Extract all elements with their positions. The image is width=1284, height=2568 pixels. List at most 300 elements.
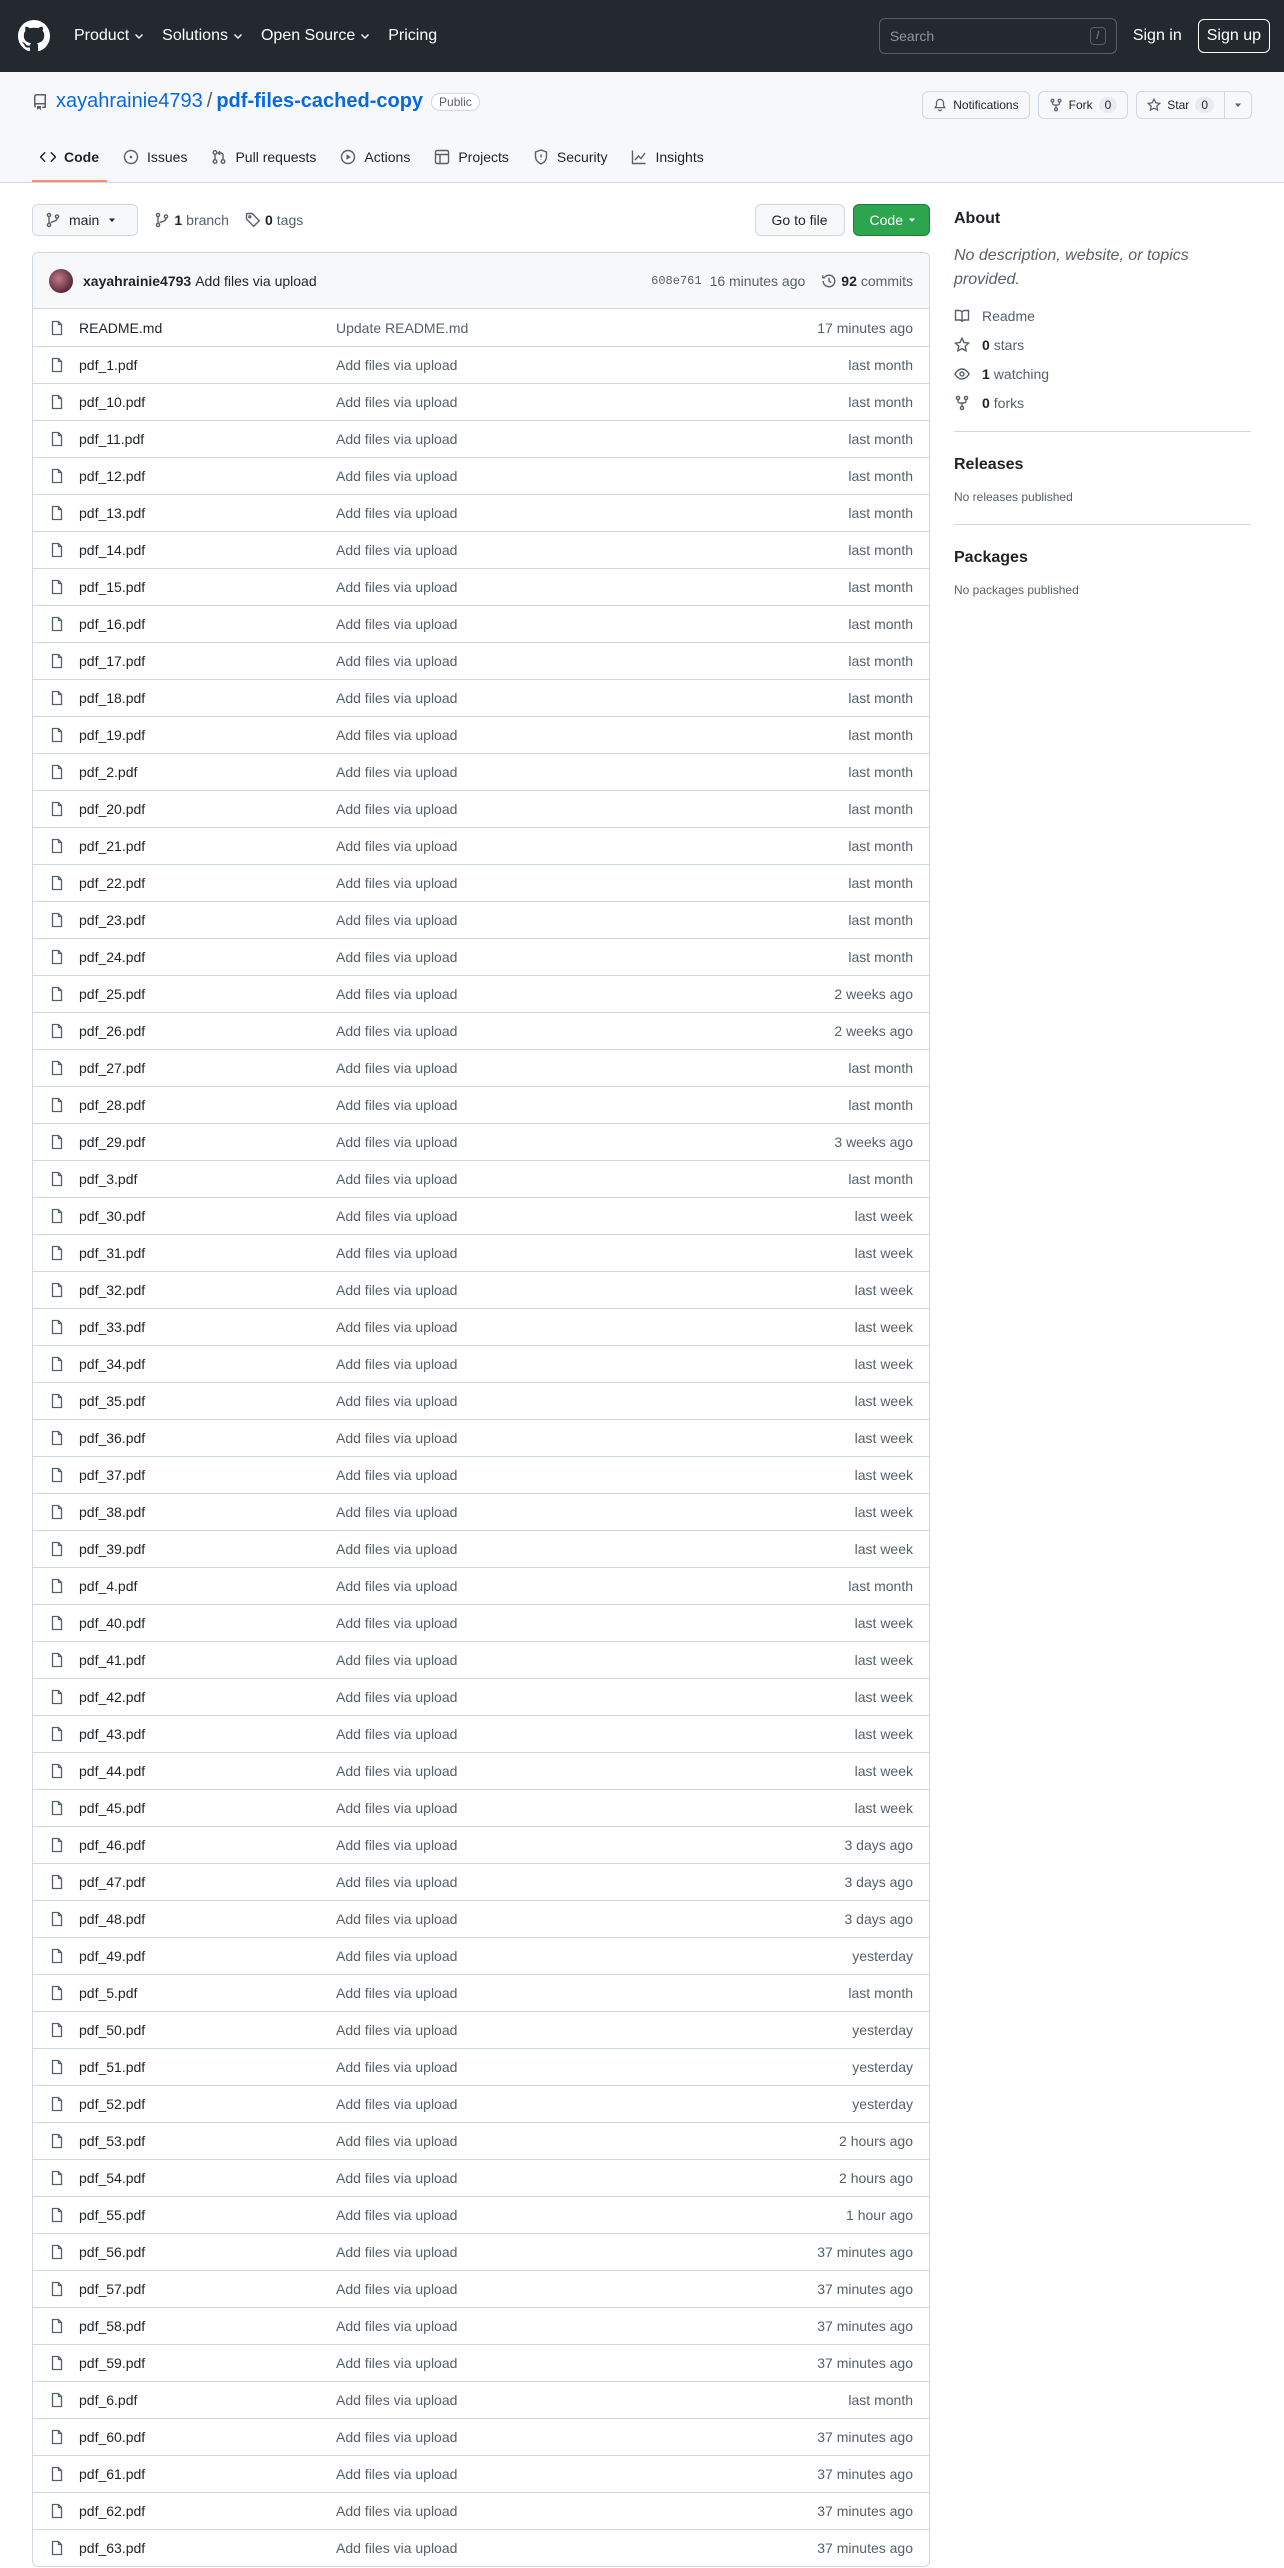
file-commit-message-link[interactable]: Update README.md [336, 319, 469, 336]
file-name-link[interactable]: pdf_42.pdf [79, 1689, 146, 1705]
file-name-link[interactable]: pdf_12.pdf [79, 468, 146, 484]
file-name-link[interactable]: pdf_61.pdf [79, 2466, 146, 2482]
file-age: 17 minutes ago [817, 319, 913, 336]
repo-name-link[interactable]: pdf-files-cached-copy [216, 90, 424, 112]
file-name-link[interactable]: pdf_28.pdf [79, 1097, 146, 1113]
readme-link[interactable] [954, 308, 1251, 324]
file-commit-message-link[interactable]: Add files via upload [336, 875, 458, 891]
file-age: last month [848, 949, 913, 965]
file-age: last month [848, 2392, 913, 2408]
file-name-link[interactable]: pdf_20.pdf [79, 801, 146, 817]
file-row[interactable] [33, 2455, 929, 2492]
file-commit-message-link[interactable]: Add files via upload [336, 1763, 458, 1779]
file-icon [49, 2022, 65, 2038]
file-row[interactable] [33, 494, 929, 531]
file-row[interactable] [33, 1234, 929, 1271]
file-name-link[interactable]: pdf_1.pdf [79, 357, 138, 373]
file-commit-message-link[interactable]: Add files via upload [336, 653, 458, 669]
file-commit-message-link[interactable]: Add files via upload [336, 1282, 458, 1298]
file-name-link[interactable]: pdf_19.pdf [79, 727, 146, 743]
file-name-link[interactable]: README.md [79, 319, 163, 336]
file-name-link[interactable]: pdf_4.pdf [79, 1578, 138, 1594]
commits-history-link[interactable] [821, 273, 913, 289]
file-commit-message-link[interactable]: Add files via upload [336, 986, 458, 1002]
file-commit-message-link[interactable]: Add files via upload [336, 542, 458, 558]
file-icon [49, 653, 65, 669]
file-row[interactable] [33, 2196, 929, 2233]
file-icon [49, 1763, 65, 1779]
file-toolbar [32, 204, 930, 236]
file-commit-message-link[interactable]: Add files via upload [336, 1208, 458, 1224]
file-row[interactable] [33, 605, 929, 642]
file-name-link[interactable]: pdf_2.pdf [79, 764, 138, 780]
nav-pricing[interactable] [388, 27, 437, 45]
about-description: No description, website, or topics provided. [954, 247, 1189, 288]
file-name-link[interactable]: pdf_16.pdf [79, 616, 146, 632]
file-commit-message-link[interactable]: Add files via upload [336, 2318, 458, 2334]
file-name-link[interactable]: pdf_35.pdf [79, 1393, 146, 1409]
tab-security[interactable] [525, 134, 616, 182]
tab-projects[interactable] [426, 134, 517, 182]
tag-icon [245, 212, 261, 228]
file-name-link[interactable]: pdf_32.pdf [79, 1282, 146, 1298]
file-commit-message-link[interactable]: Add files via upload [336, 838, 458, 854]
file-row[interactable] [33, 2122, 929, 2159]
file-name-link[interactable]: pdf_53.pdf [79, 2133, 146, 2149]
file-commit-message-link[interactable]: Add files via upload [336, 2133, 458, 2149]
file-row[interactable] [33, 1493, 929, 1530]
watching-label: watching [993, 366, 1050, 382]
file-row[interactable] [33, 346, 929, 383]
search-input[interactable] [879, 18, 1117, 54]
file-commit-message-link[interactable]: Add files via upload [336, 2540, 458, 2556]
file-row[interactable] [33, 383, 929, 420]
file-age: last week [854, 1356, 913, 1372]
file-commit-message-link[interactable]: Add files via upload [336, 1060, 458, 1076]
file-row[interactable] [33, 1530, 929, 1567]
file-commit-message-link[interactable]: Add files via upload [336, 2281, 458, 2297]
fork-button[interactable] [1038, 91, 1129, 119]
bell-icon [933, 98, 947, 112]
file-icon [49, 1541, 65, 1557]
file-row[interactable] [33, 901, 929, 938]
file-icon [49, 579, 65, 595]
file-name-link[interactable]: pdf_54.pdf [79, 2170, 146, 2186]
file-name-link[interactable]: pdf_46.pdf [79, 1837, 146, 1853]
file-commit-message-link[interactable]: Add files via upload [336, 2503, 458, 2519]
nav-open-source[interactable] [261, 27, 370, 45]
file-commit-message-link[interactable]: Add files via upload [336, 2244, 458, 2260]
file-commit-message-link[interactable]: Add files via upload [336, 690, 458, 706]
file-row[interactable] [33, 420, 929, 457]
file-commit-message-link[interactable]: Add files via upload [336, 1652, 458, 1668]
file-row[interactable] [33, 457, 929, 494]
file-row[interactable] [33, 568, 929, 605]
go-to-file-button[interactable]: Go to file [755, 204, 845, 236]
file-commit-message-link[interactable]: Add files via upload [336, 1578, 458, 1594]
file-list-box [32, 252, 930, 2567]
file-name-link[interactable]: pdf_11.pdf [79, 431, 145, 447]
tab-code[interactable] [32, 134, 107, 182]
file-age: last month [848, 727, 913, 743]
commit-sha-link[interactable]: 608e761 [651, 273, 702, 288]
file-age: yesterday [852, 2096, 913, 2112]
file-name-link[interactable]: pdf_37.pdf [79, 1467, 146, 1483]
file-commit-message-link[interactable]: Add files via upload [336, 1171, 458, 1187]
star-label: Star [1167, 98, 1190, 112]
file-name-link[interactable]: pdf_41.pdf [79, 1652, 146, 1668]
file-commit-message-link[interactable]: Add files via upload [336, 1430, 458, 1446]
file-icon [49, 1615, 65, 1631]
file-row[interactable] [33, 679, 929, 716]
file-commit-message-link[interactable]: Add files via upload [336, 1134, 458, 1150]
file-row[interactable] [33, 2529, 929, 2566]
file-name-link[interactable]: pdf_55.pdf [79, 2207, 146, 2223]
file-icon [49, 2059, 65, 2075]
file-commit-message-link[interactable]: Add files via upload [336, 1097, 458, 1113]
file-row[interactable] [33, 2344, 929, 2381]
file-name-link[interactable]: pdf_50.pdf [79, 2022, 146, 2038]
nav-product[interactable] [74, 27, 144, 45]
file-commit-message-link[interactable]: Add files via upload [336, 727, 458, 743]
file-icon [49, 1208, 65, 1224]
tab-actions[interactable] [332, 134, 418, 182]
file-age: last week [854, 1615, 913, 1631]
eye-icon [954, 366, 970, 382]
file-commit-message-link[interactable]: Add files via upload [336, 431, 458, 447]
file-row[interactable] [33, 2381, 929, 2418]
file-commit-message-link[interactable]: Add files via upload [336, 2170, 458, 2186]
file-age: 2 hours ago [839, 2170, 913, 2186]
file-name-link[interactable]: pdf_62.pdf [79, 2503, 146, 2519]
file-icon [49, 1393, 65, 1409]
file-name-link[interactable]: pdf_45.pdf [79, 1800, 146, 1816]
star-dropdown-button[interactable] [1225, 91, 1252, 119]
file-row[interactable] [33, 753, 929, 790]
branch-select-button[interactable] [32, 204, 138, 236]
file-name-link[interactable]: pdf_17.pdf [79, 653, 146, 669]
file-commit-message-link[interactable]: Add files via upload [336, 394, 458, 410]
file-name-link[interactable]: pdf_10.pdf [79, 394, 146, 410]
repo-title [32, 90, 480, 113]
file-age: last week [854, 1467, 913, 1483]
file-row[interactable] [33, 1641, 929, 1678]
file-name-link[interactable]: pdf_63.pdf [79, 2540, 146, 2556]
file-age: last month [848, 1578, 913, 1594]
file-name-link[interactable]: pdf_30.pdf [79, 1208, 146, 1224]
file-icon [49, 431, 65, 447]
branches-link[interactable] [154, 212, 229, 228]
tags-link[interactable] [245, 212, 303, 228]
file-commit-message-link[interactable]: Add files via upload [336, 1615, 458, 1631]
file-age: last month [848, 357, 913, 373]
file-age: last month [848, 1060, 913, 1076]
file-name-link[interactable]: pdf_36.pdf [79, 1430, 146, 1446]
file-name-link[interactable]: pdf_13.pdf [79, 505, 146, 521]
chevron-down-icon [233, 31, 243, 41]
file-row[interactable] [33, 1604, 929, 1641]
file-row[interactable] [33, 1197, 929, 1234]
file-row[interactable] [33, 2270, 929, 2307]
chevron-down-icon [134, 31, 144, 41]
file-name-link[interactable]: pdf_60.pdf [79, 2429, 146, 2445]
file-row[interactable] [33, 2159, 929, 2196]
watchers-link[interactable] [954, 366, 1251, 382]
file-age: 37 minutes ago [817, 2429, 913, 2445]
commit-count-label: commits [860, 272, 913, 289]
file-name-link[interactable]: pdf_22.pdf [79, 875, 146, 891]
file-icon [49, 1467, 65, 1483]
forks-link[interactable] [954, 395, 1251, 411]
file-name-link[interactable]: pdf_59.pdf [79, 2355, 146, 2371]
file-name-link[interactable]: pdf_5.pdf [79, 1985, 138, 2001]
file-commit-message-link[interactable]: Add files via upload [336, 1689, 458, 1705]
file-name-link[interactable]: pdf_48.pdf [79, 1911, 146, 1927]
file-row[interactable] [33, 309, 929, 346]
file-commit-message-link[interactable]: Add files via upload [336, 1356, 458, 1372]
file-age: last month [848, 653, 913, 669]
file-row[interactable] [33, 1789, 929, 1826]
file-icon [49, 764, 65, 780]
file-row[interactable] [33, 975, 929, 1012]
releases-heading[interactable]: Releases [954, 456, 1024, 473]
commit-author-link[interactable]: xayahrainie4793 [83, 272, 192, 289]
file-name-link[interactable]: pdf_38.pdf [79, 1504, 146, 1520]
file-name-link[interactable]: pdf_43.pdf [79, 1726, 146, 1742]
fork-icon [1049, 98, 1063, 112]
file-name-link[interactable]: pdf_52.pdf [79, 2096, 146, 2112]
file-row[interactable] [33, 1012, 929, 1049]
tag-count-label: tags [276, 212, 304, 228]
file-commit-message-link[interactable]: Add files via upload [336, 1541, 458, 1557]
file-row[interactable] [33, 2492, 929, 2529]
file-name-link[interactable]: pdf_15.pdf [79, 579, 146, 595]
file-commit-message-link[interactable]: Add files via upload [336, 1504, 458, 1520]
file-name-link[interactable]: pdf_25.pdf [79, 986, 146, 1002]
file-age: last week [854, 1319, 913, 1335]
file-commit-message-link[interactable]: Add files via upload [336, 468, 458, 484]
file-age: 1 hour ago [846, 2207, 913, 2223]
file-name-link[interactable]: pdf_21.pdf [79, 838, 146, 854]
file-icon [49, 1097, 65, 1113]
file-icon [49, 875, 65, 891]
file-commit-message-link[interactable]: Add files via upload [336, 1948, 458, 1964]
sign-up-button[interactable]: Sign up [1198, 19, 1270, 53]
file-icon [49, 1948, 65, 1964]
file-name-link[interactable]: pdf_39.pdf [79, 1541, 146, 1557]
file-row[interactable] [33, 2085, 929, 2122]
file-row[interactable] [33, 1974, 929, 2011]
packages-empty-text: No packages published [954, 583, 1079, 597]
commit-message-link[interactable]: Add files via upload [195, 272, 317, 289]
file-name-link[interactable]: pdf_18.pdf [79, 690, 146, 706]
file-age: 37 minutes ago [817, 2244, 913, 2260]
file-row[interactable] [33, 1456, 929, 1493]
file-name-link[interactable]: pdf_49.pdf [79, 1948, 146, 1964]
file-age: last month [848, 838, 913, 854]
file-commit-message-link[interactable]: Add files via upload [336, 1726, 458, 1742]
nav-solutions-label: Solutions [162, 27, 228, 44]
file-commit-message-link[interactable]: Add files via upload [336, 2392, 458, 2408]
file-rows [33, 309, 929, 2566]
file-row[interactable] [33, 864, 929, 901]
file-icon [49, 1689, 65, 1705]
file-row[interactable] [33, 1826, 929, 1863]
file-icon [49, 468, 65, 484]
file-commit-message-link[interactable]: Add files via upload [336, 1911, 458, 1927]
file-icon [49, 1985, 65, 2001]
file-commit-message-link[interactable]: Add files via upload [336, 764, 458, 780]
file-age: last month [848, 875, 913, 891]
file-row[interactable] [33, 2418, 929, 2455]
nav-solutions[interactable] [162, 27, 243, 45]
code-button[interactable] [853, 204, 930, 236]
file-commit-message-link[interactable]: Add files via upload [336, 1319, 458, 1335]
file-commit-message-link[interactable]: Add files via upload [336, 1800, 458, 1816]
file-age: last month [848, 1171, 913, 1187]
file-name-link[interactable]: pdf_31.pdf [79, 1245, 146, 1261]
file-row[interactable] [33, 1419, 929, 1456]
file-row[interactable] [33, 1345, 929, 1382]
file-row[interactable] [33, 2307, 929, 2344]
file-name-link[interactable]: pdf_47.pdf [79, 1874, 146, 1890]
sign-in-link[interactable]: Sign in [1132, 27, 1182, 44]
file-icon [49, 1430, 65, 1446]
file-name-link[interactable]: pdf_51.pdf [79, 2059, 146, 2075]
file-age: yesterday [852, 1948, 913, 1964]
file-commit-message-link[interactable]: Add files via upload [336, 2466, 458, 2482]
file-name-link[interactable]: pdf_58.pdf [79, 2318, 146, 2334]
star-count: 0 [1195, 97, 1214, 113]
nav-pricing-label: Pricing [388, 27, 438, 44]
file-age: 37 minutes ago [817, 2503, 913, 2519]
file-row[interactable] [33, 1567, 929, 1604]
commit-time: 16 minutes ago [709, 272, 806, 289]
file-commit-message-link[interactable]: Add files via upload [336, 1245, 458, 1261]
file-name-link[interactable]: pdf_26.pdf [79, 1023, 146, 1039]
file-row[interactable] [33, 1271, 929, 1308]
tab-insights[interactable] [623, 134, 711, 182]
file-icon [49, 1504, 65, 1520]
file-icon [49, 2281, 65, 2297]
file-name-link[interactable]: pdf_23.pdf [79, 912, 146, 928]
file-commit-message-link[interactable]: Add files via upload [336, 1393, 458, 1409]
file-commit-message-link[interactable]: Add files via upload [336, 912, 458, 928]
file-name-link[interactable]: pdf_6.pdf [79, 2392, 138, 2408]
file-age: 3 days ago [844, 1837, 913, 1853]
file-row[interactable] [33, 1308, 929, 1345]
sidebar-divider [954, 431, 1251, 432]
file-row[interactable] [33, 531, 929, 568]
file-age: yesterday [852, 2022, 913, 2038]
file-row[interactable] [33, 1160, 929, 1197]
file-commit-message-link[interactable]: Add files via upload [336, 2207, 458, 2223]
file-name-link[interactable]: pdf_14.pdf [79, 542, 146, 558]
file-age: last week [854, 1245, 913, 1261]
file-icon [49, 1171, 65, 1187]
file-commit-message-link[interactable]: Add files via upload [336, 1023, 458, 1039]
file-row[interactable] [33, 827, 929, 864]
file-row[interactable] [33, 1752, 929, 1789]
file-name-link[interactable]: pdf_24.pdf [79, 949, 146, 965]
github-logo-icon[interactable] [18, 20, 50, 52]
file-commit-message-link[interactable]: Add files via upload [336, 2022, 458, 2038]
repo-icon [32, 94, 48, 110]
file-row[interactable] [33, 1715, 929, 1752]
site-header [0, 0, 1284, 72]
forks-count: 0 [982, 395, 990, 411]
file-commit-message-link[interactable]: Add files via upload [336, 505, 458, 521]
file-name-link[interactable]: pdf_33.pdf [79, 1319, 146, 1335]
file-row[interactable] [33, 938, 929, 975]
file-commit-message-link[interactable]: Add files via upload [336, 357, 458, 373]
file-row[interactable] [33, 1900, 929, 1937]
file-row[interactable] [33, 790, 929, 827]
file-age: 2 weeks ago [834, 986, 913, 1002]
branch-icon [154, 212, 170, 228]
file-commit-message-link[interactable]: Add files via upload [336, 1467, 458, 1483]
file-name-link[interactable]: pdf_40.pdf [79, 1615, 146, 1631]
readme-label: Readme [982, 308, 1035, 324]
file-row[interactable] [33, 1086, 929, 1123]
file-row[interactable] [33, 1678, 929, 1715]
file-row[interactable] [33, 1382, 929, 1419]
packages-heading[interactable]: Packages [954, 549, 1028, 566]
file-row[interactable] [33, 2048, 929, 2085]
file-commit-message-link[interactable]: Add files via upload [336, 579, 458, 595]
file-commit-message-link[interactable]: Add files via upload [336, 1874, 458, 1890]
file-name-link[interactable]: pdf_56.pdf [79, 2244, 146, 2260]
file-row[interactable] [33, 1863, 929, 1900]
file-row[interactable] [33, 716, 929, 753]
file-row[interactable] [33, 642, 929, 679]
file-row[interactable] [33, 1937, 929, 1974]
file-row[interactable] [33, 2233, 929, 2270]
file-commit-message-link[interactable]: Add files via upload [336, 1985, 458, 2001]
file-commit-message-link[interactable]: Add files via upload [336, 2355, 458, 2371]
avatar[interactable] [49, 269, 73, 293]
file-name-link[interactable]: pdf_57.pdf [79, 2281, 146, 2297]
file-commit-message-link[interactable]: Add files via upload [336, 2429, 458, 2445]
star-icon [954, 337, 970, 353]
triangle-down-icon [1233, 100, 1243, 110]
file-icon [49, 1578, 65, 1594]
file-commit-message-link[interactable]: Add files via upload [336, 1837, 458, 1853]
file-name-link[interactable]: pdf_44.pdf [79, 1763, 146, 1779]
file-name-link[interactable]: pdf_29.pdf [79, 1134, 146, 1150]
file-name-link[interactable]: pdf_34.pdf [79, 1356, 146, 1372]
notifications-button[interactable] [922, 91, 1029, 119]
tab-issues[interactable] [115, 134, 195, 182]
file-row[interactable] [33, 2011, 929, 2048]
file-icon [49, 1874, 65, 1890]
file-row[interactable] [33, 1123, 929, 1160]
repo-owner-link[interactable]: xayahrainie4793 [56, 90, 203, 112]
tab-pull-requests[interactable] [203, 134, 324, 182]
file-commit-message-link[interactable]: Add files via upload [336, 2059, 458, 2075]
file-row[interactable] [33, 1049, 929, 1086]
file-commit-message-link[interactable]: Add files via upload [336, 949, 458, 965]
file-name-link[interactable]: pdf_3.pdf [79, 1171, 138, 1187]
file-age: 3 days ago [844, 1911, 913, 1927]
file-commit-message-link[interactable]: Add files via upload [336, 616, 458, 632]
file-name-link[interactable]: pdf_27.pdf [79, 1060, 146, 1076]
stars-link[interactable] [954, 337, 1251, 353]
file-commit-message-link[interactable]: Add files via upload [336, 801, 458, 817]
star-button[interactable] [1136, 91, 1225, 119]
file-commit-message-link[interactable]: Add files via upload [336, 2096, 458, 2112]
pull-request-icon [211, 149, 227, 165]
